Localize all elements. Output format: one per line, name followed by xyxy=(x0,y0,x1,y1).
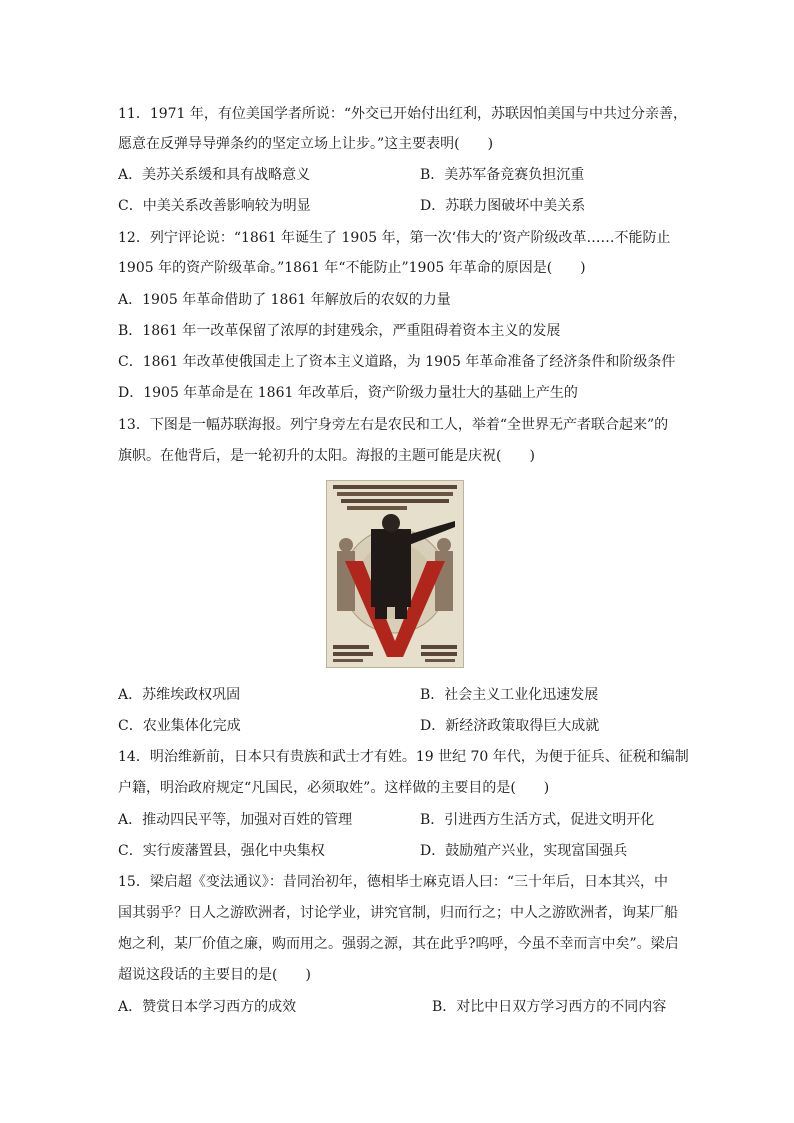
question-12-option-d: D．1905 年革命是在 1861 年改革后，资产阶级力量壮大的基础上产生的 xyxy=(118,385,578,401)
question-14-option-a: A．推动四民平等，加强对百姓的管理 xyxy=(118,812,353,828)
question-13-option-d: D．新经济政策取得巨大成就 xyxy=(420,718,600,734)
question-14-line-2: 户籍，明治政府规定“凡国民，必须取姓”。这样做的主要目的是( ) xyxy=(118,780,550,796)
question-12-option-c: C．1861 年改革使俄国走上了资本主义道路，为 1905 年革命准备了经济条件和阶级条件 xyxy=(118,354,676,370)
question-15-line-1: 15．梁启超《变法通议》：昔同治初年，德相毕士麻克语人曰：“三十年后，日本其兴，中 xyxy=(118,874,668,890)
question-12-option-b: B．1861 年一改革保留了浓厚的封建残余，严重阻碍着资本主义的发展 xyxy=(118,323,561,339)
question-11-option-c: C．中美关系改善影响较为明显 xyxy=(118,198,311,214)
question-12-line-2: 1905 年的资产阶级革命。”1861 年“不能防止”1905 年革命的原因是( ) xyxy=(118,260,586,276)
question-13-line-1: 13．下图是一幅苏联海报。列宁身旁左右是农民和工人，举着“全世界无产者联合起来”的 xyxy=(118,417,669,433)
question-14-option-d: D．鼓励殖产兴业，实现富国强兵 xyxy=(420,843,628,859)
question-11-option-b: B．美苏军备竞赛负担沉重 xyxy=(420,167,585,183)
question-13-option-b: B．社会主义工业化迅速发展 xyxy=(420,687,599,703)
soviet-poster-image xyxy=(326,480,464,668)
question-14-line-1: 14．明治维新前，日本只有贵族和武士才有姓。19 世纪 70 年代，为便于征兵、征税和编制 xyxy=(118,749,689,765)
question-15-line-2: 国其弱乎？日人之游欧洲者，讨论学业，讲究官制，归而行之；中人之游欧洲者，询某厂船 xyxy=(118,905,678,921)
question-13-option-c: C．农业集体化完成 xyxy=(118,718,241,734)
question-14-option-b: B．引进西方生活方式，促进文明开化 xyxy=(420,812,655,828)
question-15-option-a: A．赞赏日本学习西方的成效 xyxy=(118,999,297,1015)
question-11-option-d: D．苏联力图破坏中美关系 xyxy=(420,198,586,214)
question-15-line-4: 超说这段话的主要目的是( ) xyxy=(118,967,311,983)
question-15-option-b: B．对比中日双方学习西方的不同内容 xyxy=(432,999,667,1015)
question-11-line-2: 愿意在反弹导导弹条约的坚定立场上让步。”这主要表明( ) xyxy=(118,136,494,152)
question-11-line-1: 11．1971 年，有位美国学者所说：“外交已开始付出红利，苏联因怕美国与中共过分亲善， xyxy=(118,106,688,122)
question-14-option-c: C．实行废藩置县，强化中央集权 xyxy=(118,843,325,859)
question-12-option-a: A．1905 年革命借助了 1861 年解放后的农奴的力量 xyxy=(118,292,451,308)
question-11-option-a: A．美苏关系缓和具有战略意义 xyxy=(118,167,311,183)
question-13-line-2: 旗帜。在他背后，是一轮初升的太阳。海报的主题可能是庆祝( ) xyxy=(118,448,535,464)
question-12-line-1: 12．列宁评论说：“1861 年诞生了 1905 年，第一次‘伟大的’资产阶级改革……不能防止 xyxy=(118,230,671,246)
question-15-line-3: 炮之利，某厂价值之廉，购而用之。强弱之源，其在此乎?呜呼，今虽不幸而言中矣”。梁启 xyxy=(118,936,679,952)
question-13-option-a: A．苏维埃政权巩固 xyxy=(118,687,241,703)
